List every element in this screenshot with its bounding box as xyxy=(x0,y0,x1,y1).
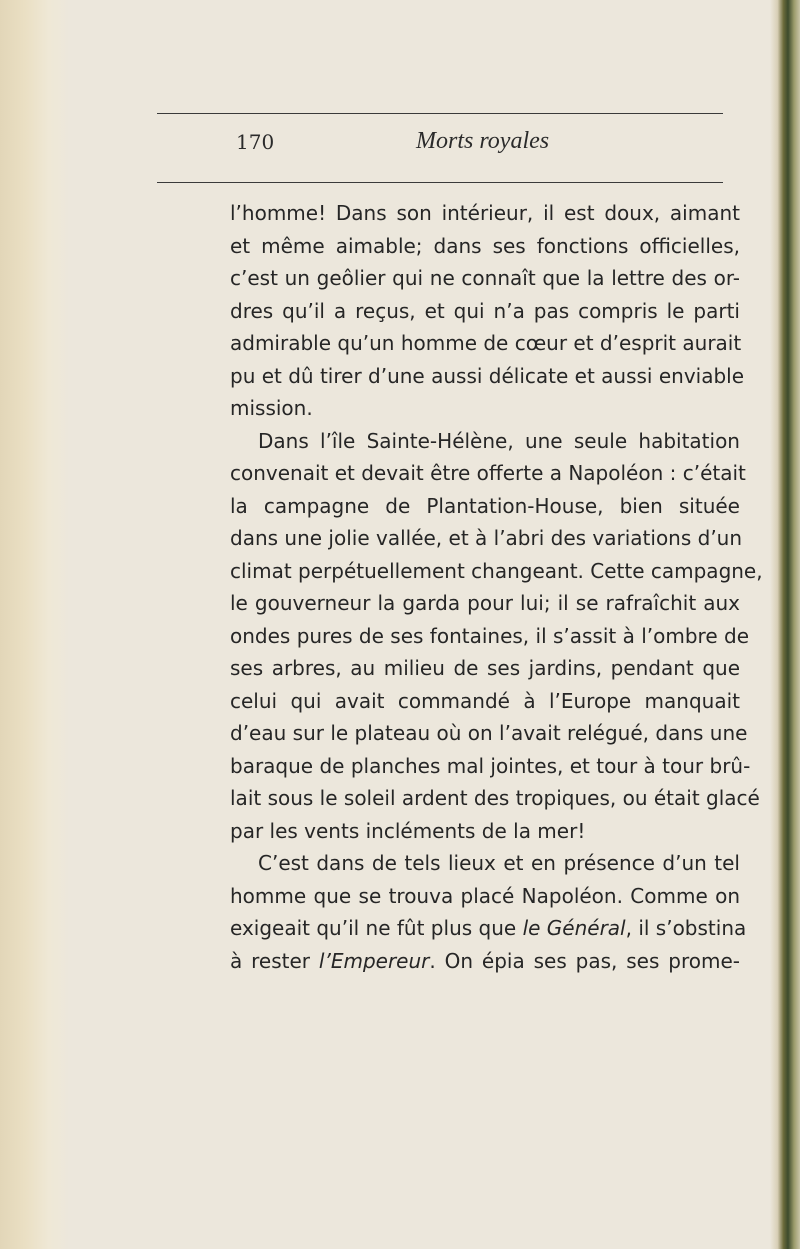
header-rule-top xyxy=(157,113,723,114)
text-line: mission. xyxy=(230,396,313,420)
text-run: exigeait qu’il ne fût plus que xyxy=(230,916,523,940)
text-line: le gouverneur la garda pour lui; il se rafraîchit aux xyxy=(230,591,740,615)
page-gutter-left xyxy=(0,0,70,1249)
paragraph-first-line: C’est dans de tels lieux et en présence d’un tel xyxy=(258,851,740,875)
header-rule-bottom xyxy=(157,182,723,183)
text-line: ondes pures de ses fontaines, il s’assit à l’ombre de xyxy=(230,623,749,648)
text-line: c’est un geôlier qui ne connaît que la lettre des or- xyxy=(230,266,740,290)
text-line: l’homme! Dans son intérieur, il est doux, aimant xyxy=(230,201,740,225)
text-line: la campagne de Plantation-House, bien située xyxy=(230,493,740,518)
text-line: baraque de planches mal jointes, et tour à tour brû- xyxy=(230,753,751,778)
text-line: climat perpétuellement changeant. Cette campagne, xyxy=(230,558,763,583)
body-text xyxy=(230,197,763,977)
page-number: 170 xyxy=(236,130,275,154)
book-edge-right xyxy=(770,0,800,1249)
text-line: admirable qu’un homme de cœur et d’esprit aurait xyxy=(230,331,742,355)
page-header xyxy=(0,124,800,164)
text-line: ses arbres, au milieu de ses jardins, pendant que xyxy=(230,656,740,680)
text-line: celui qui avait commandé à l’Europe manquait xyxy=(230,688,740,713)
text-line: homme que se trouva placé Napoléon. Comme on xyxy=(230,883,740,908)
text-line: par les vents incléments de la mer! xyxy=(230,818,586,843)
text-run: . On épia ses pas, ses prome- xyxy=(429,948,740,973)
text-run: , il s’obstina xyxy=(625,916,747,940)
running-title: Morts royales xyxy=(416,128,550,154)
text-run: à rester xyxy=(230,948,319,973)
text-line: et même aimable; dans ses fonctions officielles, xyxy=(230,233,740,258)
text-line: lait sous le soleil ardent des tropiques, ou était glacé xyxy=(230,786,760,810)
text-line: dres qu’il a reçus, et qui n’a pas compris le parti xyxy=(230,298,740,323)
text-line: pu et dû tirer d’une aussi délicate et aussi enviable xyxy=(230,363,745,388)
italic-term-empereur: l’Empereur xyxy=(318,948,430,973)
text-line: dans une jolie vallée, et à l’abri des variations d’un xyxy=(230,526,743,550)
text-line xyxy=(230,945,740,978)
text-line xyxy=(230,912,747,945)
text-line: convenait et devait être offerte a Napoléon : c’était xyxy=(230,461,746,485)
text-line: d’eau sur le plateau où on l’avait relégué, dans une xyxy=(230,721,748,745)
italic-term-general: le Général xyxy=(522,916,626,940)
paragraph-first-line: Dans l’île Sainte-Hélène, une seule habitation xyxy=(258,428,740,453)
